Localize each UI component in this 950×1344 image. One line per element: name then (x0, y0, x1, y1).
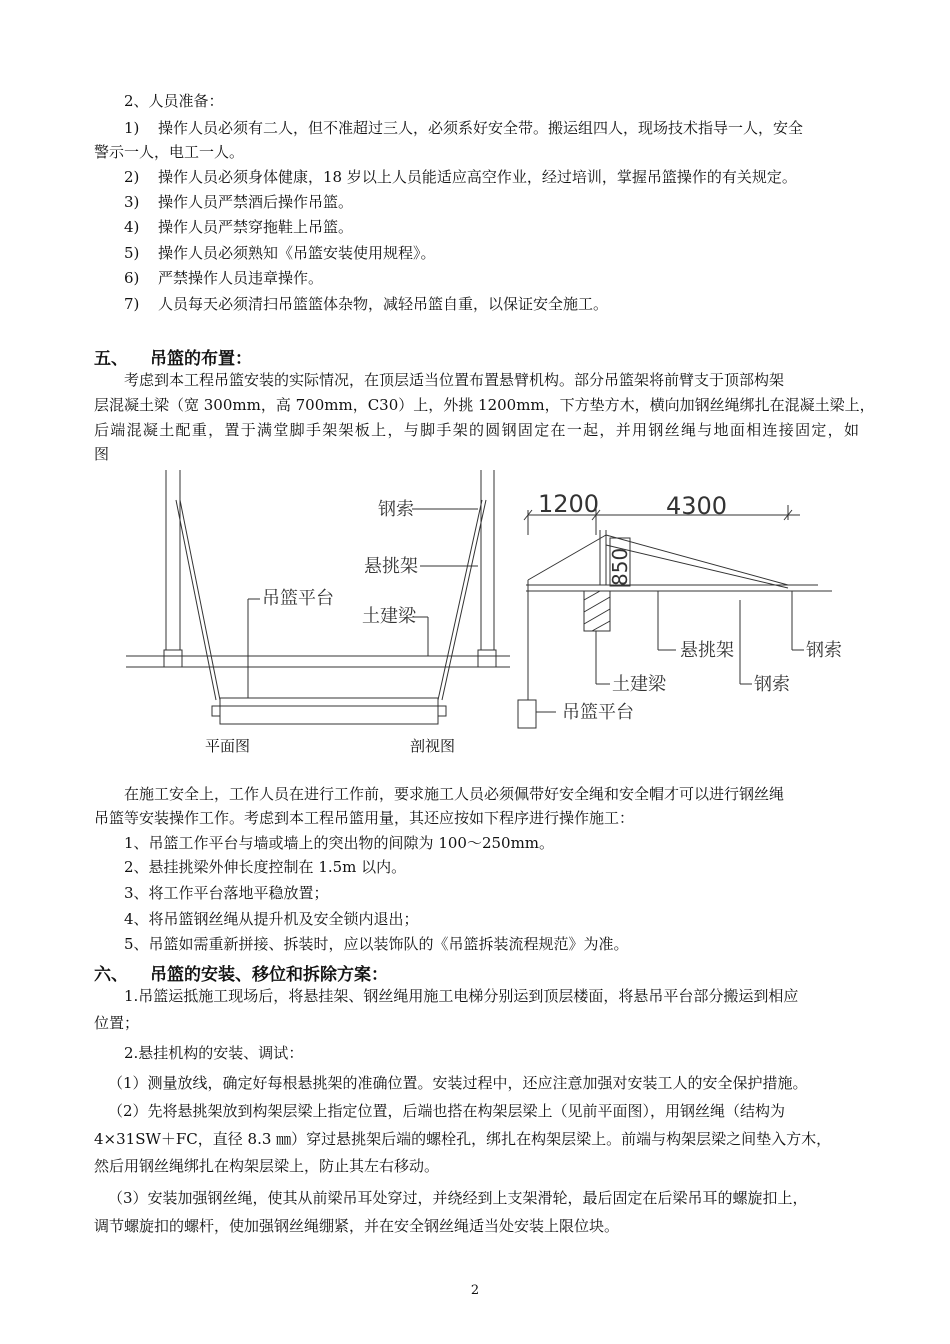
personnel-heading: 2、人员准备： (124, 92, 224, 110)
section-stay-cable (528, 535, 606, 580)
section-dim-1200: 1200 (538, 490, 600, 518)
item-number: 1) (124, 119, 140, 137)
plan-label-beam: 土建梁 (362, 606, 416, 627)
item-text: 操作人员必须身体健康，18 岁以上人员能适应高空作业，经过培训，掌握吊篮操作的有关规定。 (158, 168, 797, 186)
page-number: 2 (470, 1283, 480, 1298)
section-6-p4-line-1: （2）先将悬挑架放到构架层梁上指定位置，后端也搭在构架层梁上（见前平面图），用钢丝绳（结构为 (108, 1102, 786, 1120)
plan-label-cantilever: 悬挑架 (364, 556, 418, 577)
section-title: 吊篮的安装、移位和拆除方案： (150, 965, 388, 985)
item-number: 7) (124, 295, 140, 313)
section-5-line-3: 后端混凝土配重，置于满堂脚手架架板上，与脚手架的圆钢固定在一起，并用钢丝绳与地面相连接固定，如 (94, 421, 859, 439)
section-dim-4300: 4300 (666, 492, 728, 520)
item-text: 操作人员严禁穿拖鞋上吊篮。 (158, 218, 354, 236)
caption-section: 剖视图 (410, 737, 456, 755)
section-6-p3: （1）测量放线，确定好每根悬挑架的准确位置。安装过程中，还应注意加强对安装工人的安全保护措施。 (108, 1074, 808, 1092)
item-number: 6) (124, 269, 140, 287)
plan-label-cable: 钢索 (378, 499, 414, 520)
section-label-beam: 土建梁 (612, 674, 666, 695)
plan-platform-end (212, 706, 220, 716)
item-number: 2) (124, 168, 140, 186)
section-label-cable-2: 钢索 (754, 674, 790, 695)
plan-cable-right (438, 500, 482, 700)
section-label-cantilever: 悬挑架 (680, 640, 734, 661)
section-6-heading (94, 960, 388, 985)
plan-platform (220, 698, 438, 724)
section-6-p2: 2.悬挂机构的安装、调试： (124, 1044, 304, 1062)
plan-platform-end (438, 706, 446, 716)
section-number: 五、 (94, 349, 128, 369)
caption-plan: 平面图 (205, 737, 251, 755)
section-label-platform: 吊篮平台 (562, 702, 634, 723)
section-6-p5-line-2: 调节螺旋扣的螺杆，使加强钢丝绳绷紧，并在安全钢丝绳适当处安装上限位块。 (94, 1217, 620, 1235)
safety-item-2: 2、悬挂挑梁外伸长度控制在 1.5m 以内。 (124, 858, 407, 876)
safety-line-1: 在施工安全上，工作人员在进行工作前，要求施工人员必须佩带好安全绳和安全帽才可以进行钢丝绳 (124, 785, 785, 803)
plan-cable-left (180, 500, 220, 700)
section-stay-cable (606, 535, 788, 585)
personnel-item-1-cont: 警示一人，电工一人。 (94, 143, 245, 161)
section-6-p1-line-1: 1.吊篮运抵施工现场后，将悬挂架、钢丝绳用施工电梯分别运到顶层楼面，将悬吊平台部分搬运到相应 (124, 987, 799, 1005)
item-number: 3) (124, 193, 140, 211)
safety-item-3: 3、将工作平台落地平稳放置； (124, 884, 329, 902)
section-number: 六、 (94, 965, 128, 985)
plan-column-footing (478, 650, 496, 667)
item-text: 操作人员必须有二人，但不准超过三人，必须系好安全带。搬运组四人，现场技术指导一人，安全 (158, 119, 804, 137)
plan-cable-left (176, 500, 216, 700)
section-6-p5-line-1: （3）安装加强钢丝绳，使其从前梁吊耳处穿过，并绕经到上支架滑轮，最后固定在后梁吊耳的螺旋扣上， (108, 1189, 808, 1207)
plan-cable-right (442, 500, 486, 700)
section-platform (518, 700, 536, 728)
section-6-p4-line-2: 4×31SW＋FC，直径 8.3 ㎜）穿过悬挑架后端的螺栓孔，绑扎在构架层梁上。前端与构架层梁之间垫入方木， (94, 1130, 832, 1148)
section-dim-850: 850 (608, 547, 632, 586)
section-title: 吊篮的布置： (150, 349, 252, 369)
plan-column-footing (164, 650, 182, 667)
section-6-p1-line-2: 位置； (94, 1014, 140, 1032)
section-5-line-1: 考虑到本工程吊篮安装的实际情况，在顶层适当位置布置悬臂机构。部分吊篮架将前臂支于顶部构架 (124, 371, 785, 389)
item-text: 操作人员严禁酒后操作吊篮。 (158, 193, 354, 211)
item-text: 人员每天必须清扫吊篮篮体杂物，减轻吊篮自重，以保证安全施工。 (158, 295, 609, 313)
section-label-cable-1: 钢索 (806, 640, 842, 661)
safety-item-4: 4、将吊篮钢丝绳从提升机及安全锁内退出； (124, 910, 419, 928)
item-text: 严禁操作人员违章操作。 (158, 269, 324, 287)
item-number: 5) (124, 244, 140, 262)
section-6-p4-line-3: 然后用钢丝绳绑扎在构架层梁上，防止其左右移动。 (94, 1157, 440, 1175)
safety-line-2: 吊篮等安装操作工作。考虑到本工程吊篮用量，其还应按如下程序进行操作施工： (94, 809, 635, 827)
safety-item-1: 1、吊篮工作平台与墙或墙上的突出物的间隙为 100～250mm。 (124, 834, 555, 852)
section-5-line-4: 图 (94, 445, 110, 463)
section-5-line-2: 层混凝土梁（宽 300mm，高 700mm，C30）上，外挑 1200mm，下方垫方木，横向加钢丝绳绑扎在混凝土梁上， (94, 396, 875, 414)
safety-item-5: 5、吊篮如需重新拼接、拆装时，应以装饰队的《吊篮拆装流程规范》为准。 (124, 935, 629, 953)
item-number: 4) (124, 218, 140, 236)
item-text: 操作人员必须熟知《吊篮安装使用规程》。 (158, 244, 436, 262)
plan-label-platform: 吊篮平台 (262, 588, 334, 609)
